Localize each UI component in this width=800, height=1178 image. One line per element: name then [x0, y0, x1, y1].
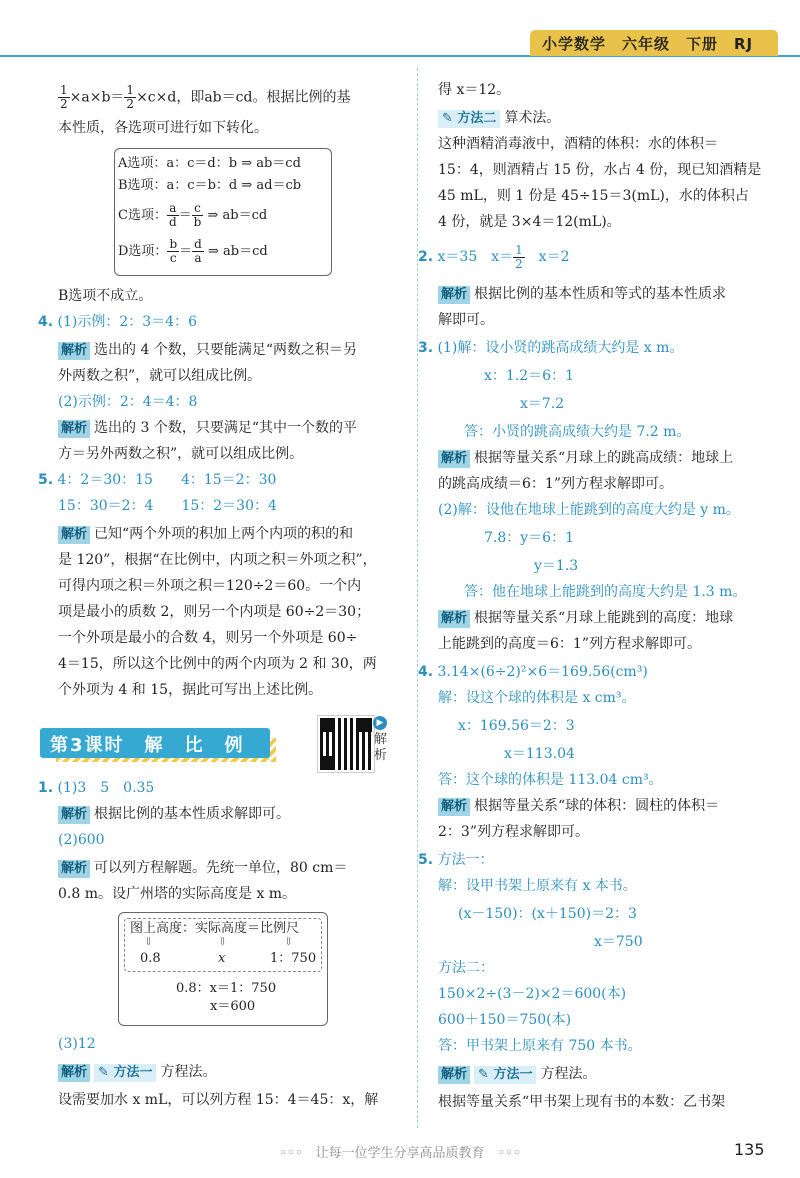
- q5-heading: 5. 方法一：: [418, 852, 494, 868]
- analysis: 解析 根据等量关系“球的体积：圆柱的体积＝: [438, 794, 719, 818]
- analysis: 解析 选出的 4 个数，只要能满足“两数之积＝另: [58, 338, 357, 362]
- right-line: 得 x＝12。: [438, 82, 511, 98]
- page-header: [0, 0, 800, 62]
- page-number: 135: [734, 1140, 765, 1159]
- play-icon[interactable]: ▶: [373, 716, 387, 730]
- q4-heading: 4. (1)示例：2：3＝4：6: [38, 314, 197, 330]
- right-line: 45 mL，则 1 份是 45÷15＝3(mL)，水的体积占: [438, 188, 749, 204]
- footer-slogan: ◦◦◦ 让每一位学生分享高品质教育 ◦◦◦: [279, 1146, 521, 1161]
- equation: 7.8：y＝6：1: [484, 530, 574, 546]
- q3-heading: 3. (1)解：设小贤的跳高成绩大约是 x m。: [418, 340, 684, 356]
- left-line: 可得内项之积＝外项之积＝120÷2＝60。一个内: [58, 578, 362, 594]
- qr-code-icon[interactable]: [318, 716, 374, 772]
- lesson-banner: [40, 728, 270, 758]
- analysis: 解析 可以列方程解题。先统一单位，80 cm＝: [58, 856, 347, 880]
- analysis: 解析 根据比例的基本性质求解即可。: [58, 802, 290, 826]
- column-divider: [417, 68, 418, 1128]
- left-line-blue: (2)600: [58, 832, 105, 848]
- right-line: 2：3”列方程求解即可。: [438, 824, 589, 840]
- option-c: C选项： $\frac{a}{d}$ ＝ $\frac{c}{b}$ ⇒ ab＝cd: [118, 201, 268, 229]
- equation: x：1.2＝6：1: [484, 368, 574, 384]
- equation: y＝1.3: [534, 558, 579, 574]
- right-line: 解即可。: [438, 312, 494, 328]
- method-tag: ✎ 方法一: [474, 1066, 536, 1084]
- left-line: 本性质，各选项可进行如下转化。: [58, 120, 268, 136]
- method-line: ✎ 方法二 算术法。: [438, 106, 560, 130]
- analysis: 解析 ✎ 方法一 方程法。: [438, 1062, 596, 1086]
- arrow-icon: ⇓: [144, 935, 154, 948]
- equation: (x－150)：(x＋150)＝2：3: [458, 906, 637, 922]
- analysis: 解析 选出的 3 个数，只要满足“其中一个数的平: [58, 416, 357, 440]
- box-value: x: [218, 951, 226, 966]
- box-value: 1：750: [270, 951, 317, 966]
- q3-part2: (2)解：设他在地球上能跳到的高度大约是 y m。: [438, 502, 740, 518]
- fraction: $\frac{1}{2}$: [126, 83, 135, 111]
- answer: 答：甲书架上原来有 750 本书。: [438, 1038, 642, 1054]
- answer: 答：他在地球上能跳到的高度大约是 1.3 m。: [464, 584, 747, 600]
- analysis: 解析 已知“两个外项的积加上两个内项的积的和: [58, 522, 353, 546]
- qr-label: 解析: [374, 732, 388, 763]
- analysis: 解析 根据比例的基本性质和等式的基本性质求: [438, 282, 726, 306]
- left-line: 外两数之积”，就可以组成比例。: [58, 368, 262, 384]
- option-b: B选项：a：c＝b：d ⇒ ad＝cb: [118, 178, 302, 193]
- left-line-blue: (2)示例：2：4＝4：8: [58, 394, 198, 410]
- left-line: $\frac{1}{2}$ ×a×b＝ $\frac{1}{2}$ ×c×d，即ab＝cd。根据比例的基: [60, 83, 351, 111]
- left-line: 是 120”，根据“在比例中，内项之积＝外项之积”，: [58, 552, 377, 568]
- analysis: 解析 根据等量关系“月球上能跳到的高度：地球: [438, 606, 733, 630]
- box-equation: x＝600: [210, 999, 256, 1014]
- q2-heading: 2. x＝35 x＝ $\frac{1}{2}$ x＝2: [418, 242, 570, 271]
- right-line-blue: 方法二：: [438, 960, 494, 976]
- right-line: 根据等量关系“甲书架上现有书的本数：乙书架: [438, 1094, 726, 1110]
- option-a: A选项：a：c＝d：b ⇒ ab＝cd: [118, 156, 301, 171]
- right-line: 4 份，就是 3×4＝12(mL)。: [438, 214, 621, 230]
- left-line: 方＝另外两数之积”，就可以组成比例。: [58, 446, 304, 462]
- left-line: 一个外项是最小的合数 4，则另一个外项是 60÷: [58, 630, 358, 646]
- lesson-title: 第3课时 解 比 例: [50, 735, 245, 756]
- right-line: 15：4，则酒精占 15 份，水占 4 份，现已知酒精是: [438, 162, 762, 178]
- box-equation: 0.8：x＝1：750: [176, 981, 277, 996]
- right-line: 这种酒精消毒液中，酒精的体积：水的体积＝: [438, 136, 718, 152]
- left-line-blue: 15：30＝2：4 15：2＝30：4: [58, 498, 277, 514]
- arrow-icon: ⇓: [284, 935, 294, 948]
- left-line: 项是最小的质数 2，则另一个内项是 60÷2＝30；: [58, 604, 371, 620]
- q4-heading: 4. 3.14×(6÷2)²×6＝169.56(cm³): [418, 664, 648, 680]
- analysis: 解析 ✎ 方法一 方程法。: [58, 1060, 216, 1084]
- fraction: $\frac{1}{2}$: [60, 83, 68, 111]
- left-line-blue: (3)12: [58, 1036, 96, 1052]
- equation: x＝750: [594, 934, 643, 950]
- option-d: D选项： $\frac{b}{c}$ ＝ $\frac{d}{a}$ ⇒ ab＝cd: [118, 237, 268, 265]
- answer: 答：小贤的跳高成绩大约是 7.2 m。: [464, 424, 691, 440]
- q5-heading: 5. 4：2＝30：15 4：15＝2：30: [38, 472, 277, 488]
- method-tag: ✎ 方法二: [438, 110, 500, 128]
- arrow-icon: ⇓: [218, 935, 228, 948]
- box-value: 0.8: [140, 951, 161, 966]
- equation: x＝113.04: [504, 746, 575, 762]
- right-line-blue: 600＋150＝750(本): [438, 1012, 572, 1028]
- right-line-blue: 解：设这个球的体积是 x cm³。: [438, 690, 636, 706]
- equation: x：169.56＝2：3: [458, 718, 575, 734]
- right-line-blue: 150×2÷(3－2)×2＝600(本): [438, 986, 627, 1002]
- s1-heading: 1. (1)3 5 0.35: [38, 780, 155, 796]
- left-line: B选项不成立。: [58, 288, 153, 304]
- equation: x＝7.2: [520, 396, 565, 412]
- method-tag: ✎ 方法一: [94, 1064, 156, 1082]
- analysis: 解析 根据等量关系“月球上的跳高成绩：地球上: [438, 446, 733, 470]
- left-line: 个外项为 4 和 15，据此可写出上述比例。: [58, 682, 323, 698]
- right-line: 的跳高成绩＝6：1”列方程求解即可。: [438, 476, 673, 492]
- header-title: 小学数学 六年级 下册 RJ: [542, 35, 754, 53]
- answer: 答：这个球的体积是 113.04 cm³。: [438, 772, 663, 788]
- box-header: 图上高度：实际高度＝比例尺: [130, 921, 300, 936]
- left-line: 0.8 m。设广州塔的实际高度是 x m。: [58, 886, 297, 902]
- left-line: 设需要加水 x mL，可以列方程 15：4＝45：x，解: [58, 1092, 379, 1108]
- left-line: 4＝15，所以这个比例中的两个内项为 2 和 30，两: [58, 656, 377, 672]
- right-line-blue: 解：设甲书架上原来有 x 本书。: [438, 878, 637, 894]
- right-line: 上能跳到的高度＝6：1”列方程求解即可。: [438, 636, 701, 652]
